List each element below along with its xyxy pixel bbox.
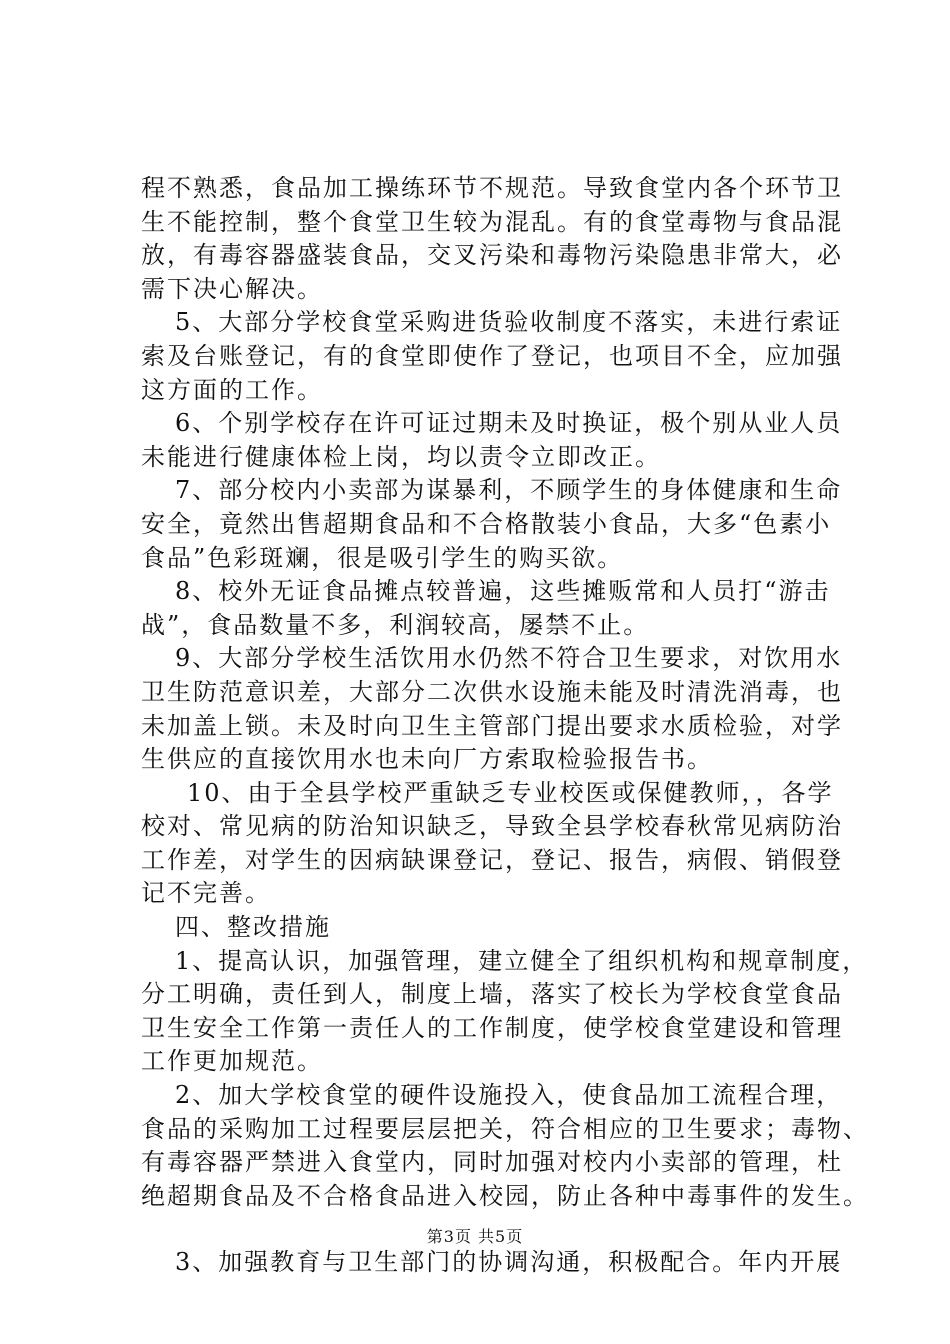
text-line: 卫生防范意识差，大部分二次供水设施未能及时清洗消毒，也 <box>141 677 843 706</box>
text-line: 有毒容器严禁进入食堂内，同时加强对校内小卖部的管理，杜 <box>141 1148 843 1177</box>
text-line: 四、整改措施 <box>175 913 331 942</box>
document-body <box>141 172 869 1280</box>
text-line: 6、个别学校存在许可证过期未及时换证，极个别从业人员 <box>175 409 843 438</box>
text-line: 这方面的工作。 <box>141 375 323 404</box>
text-line: 安全，竟然出售超期食品和不合格散装小食品，大多“色素小 <box>141 509 832 538</box>
text-line: 生供应的直接饮用水也未向厂方索取检验报告书。 <box>141 745 713 774</box>
text-line: 需下决心解决。 <box>141 274 323 303</box>
text-line: 1、提高认识，加强管理，建立健全了组织机构和规章制度， <box>175 946 869 975</box>
text-line: 5、大部分学校食堂采购进货验收制度不落实，未进行索证 <box>175 308 843 337</box>
page-footer <box>0 1224 950 1247</box>
text-line: 生不能控制，整个食堂卫生较为混乱。有的食堂毒物与食品混 <box>141 207 843 236</box>
page-number-label: 第3页 共5页 <box>426 1227 524 1246</box>
text-line: 放，有毒容器盛装食品，交叉污染和毒物污染隐患非常大，必 <box>141 241 843 270</box>
text-line: 10、由于全县学校严重缺乏专业校医或保健教师，，各学 <box>187 778 834 807</box>
text-line: 3、加强教育与卫生部门的协调沟通，积极配合。年内开展 <box>175 1248 843 1277</box>
text-line: 未能进行健康体检上岗，均以责令立即改正。 <box>141 442 661 471</box>
text-line: 校对、常见病的防治知识缺乏，导致全县学校春秋常见病防治 <box>141 812 843 841</box>
text-line: 程不熟悉，食品加工操练环节不规范。导致食堂内各个环节卫 <box>141 174 843 202</box>
text-line: 食品”色彩斑斓，很是吸引学生的购买欲。 <box>141 543 624 572</box>
text-line: 索及台账登记，有的食堂即使作了登记，也项目不全，应加强 <box>141 341 843 370</box>
text-line: 7、部分校内小卖部为谋暴利，不顾学生的身体健康和生命 <box>175 476 843 505</box>
text-line: 9、大部分学校生活饮用水仍然不符合卫生要求，对饮用水 <box>175 644 843 673</box>
text-line: 2、加大学校食堂的硬件设施投入，使食品加工流程合理， <box>175 1081 843 1110</box>
text-line: 8、校外无证食品摊点较普遍，这些摊贩常和人员打“游击 <box>175 577 831 606</box>
text-line: 绝超期食品及不合格食品进入校园，防止各种中毒事件的发生。 <box>141 1181 869 1210</box>
text-line: 记不完善。 <box>141 879 271 908</box>
text-line: 工作差，对学生的因病缺课登记，登记、报告，病假、销假登 <box>141 845 843 874</box>
text-line: 分工明确，责任到人，制度上墙，落实了校长为学校食堂食品 <box>141 980 843 1009</box>
text-line: 战”，食品数量不多，利润较高，屡禁不止。 <box>141 610 650 639</box>
text-line: 未加盖上锁。未及时向卫生主管部门提出要求水质检验，对学 <box>141 711 843 740</box>
text-line: 食品的采购加工过程要层层把关，符合相应的卫生要求；毒物、 <box>141 1114 869 1143</box>
text-line: 卫生安全工作第一责任人的工作制度，使学校食堂建设和管理 <box>141 1013 843 1042</box>
text-line: 工作更加规范。 <box>141 1047 323 1076</box>
